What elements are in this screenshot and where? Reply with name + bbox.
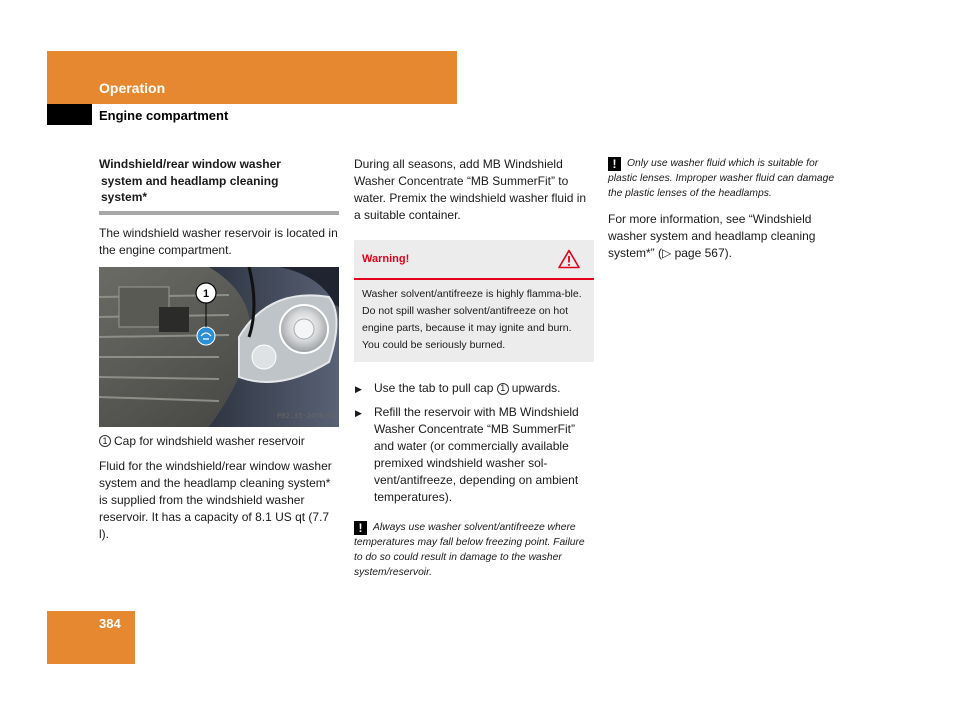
more-info-paragraph: For more information, see “Windshield washer system and headlamp cleaning system*” (▷ page 567).: [608, 212, 816, 260]
warning-box: [354, 240, 594, 362]
instruction-step: [354, 380, 594, 397]
warning-header: [354, 240, 594, 280]
engine-compartment-photo: [99, 267, 339, 427]
topic-heading-line: system and headlamp cleaning: [101, 173, 279, 188]
warning-text: Washer solvent/antifreeze is highly flamma-ble. Do not spill washer solvent/antifreeze on hot engine parts, because it may ignite and burn. You could be seriously burned.: [362, 288, 582, 351]
step-text: Use the tab to pull cap: [374, 381, 494, 395]
callout-1-icon: 1: [497, 383, 509, 395]
capacity-paragraph: Fluid for the windshield/rear window washer system and the headlamp cleaning system* is supplied from the windshield washer reservoir. It has a capacity of 8.1 US qt (7.7 l).: [99, 458, 332, 541]
callout-1-icon: 1: [99, 435, 111, 447]
instruction-step: [354, 404, 594, 506]
topic-heading-line: system*: [101, 190, 148, 204]
step-text: upwards.: [511, 381, 561, 395]
header-bar: [47, 51, 457, 104]
figure-callout-number: 1: [203, 287, 210, 300]
subsection-marker: [47, 104, 92, 125]
caution-note: [608, 156, 848, 201]
column-middle: [354, 156, 594, 590]
warning-title: Warning!: [362, 252, 410, 265]
exclamation-icon: !: [354, 521, 367, 535]
page-number-box: [47, 611, 135, 664]
caution-note: [354, 520, 594, 580]
column-left: [99, 156, 339, 551]
triangle-bullet-icon: ▶: [355, 384, 362, 394]
triangle-bullet-icon: ▶: [355, 408, 362, 418]
exclamation-icon: !: [608, 157, 621, 171]
page-number: 384: [99, 616, 121, 631]
intro-paragraph: During all seasons, add MB Windshield Washer Concentrate “MB SummerFit” to water. Premix the windshield washer fluid in a suitable container.: [354, 157, 587, 222]
column-right: [608, 156, 848, 270]
step-text: Refill the reservoir with MB Windshield Washer Concentrate “MB SummerFit” and water (or commercially available premixed windshield washer sol-vent/antifreeze, depending on ambient temperatures).: [374, 405, 579, 504]
warning-triangle-icon: [558, 249, 580, 269]
topic-heading-line: Windshield/rear window washer: [99, 157, 281, 171]
topic-heading: [99, 156, 339, 215]
section-title: Operation: [99, 80, 166, 96]
intro-paragraph: The windshield washer reservoir is located in the engine compartment.: [99, 225, 338, 257]
subsection-title: Engine compartment: [99, 108, 229, 123]
engine-photo-illustration: [99, 267, 339, 427]
figure-caption-text: Cap for windshield washer reservoir: [114, 433, 305, 448]
figure-reference-code: P82.35-2458-31: [276, 411, 336, 420]
caution-note-text: Only use washer fluid which is suitable for plastic lenses. Improper washer fluid can damage the plastic lenses of the headlamps.: [608, 158, 835, 199]
figure-caption: [99, 433, 339, 450]
caution-note-text: Always use washer solvent/antifreeze where temperatures may fall below freezing point. Failure to do so could result in damage to the washer system/reservoir.: [354, 522, 585, 578]
